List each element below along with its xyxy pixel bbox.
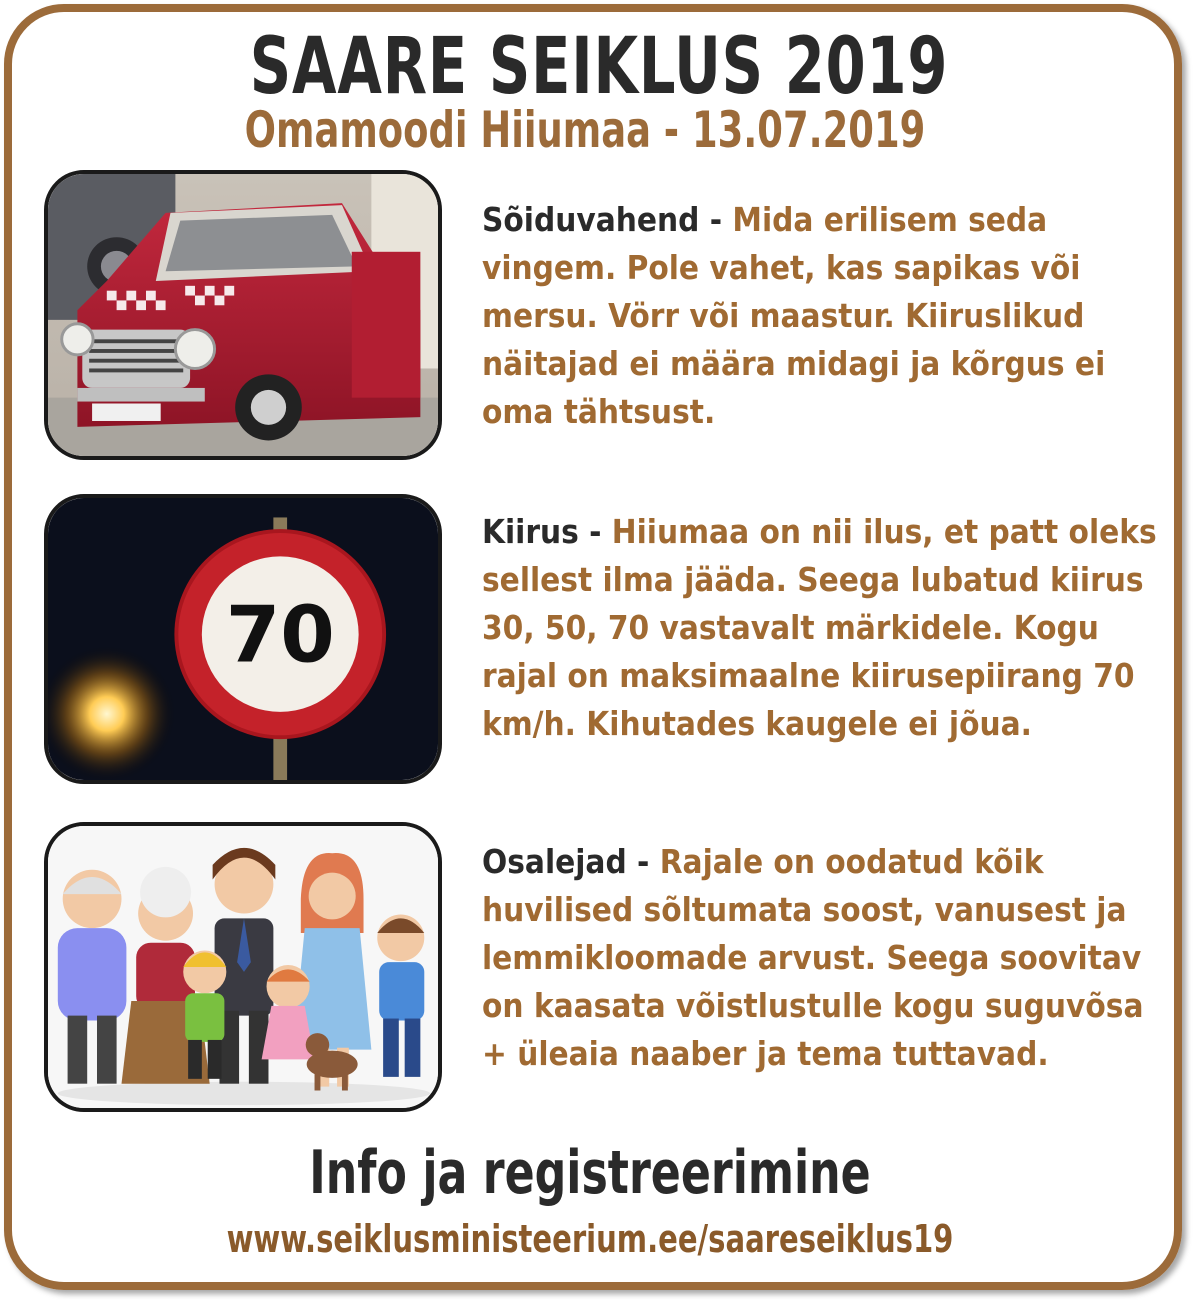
section-participants-separator: - (626, 842, 660, 881)
section-vehicle (482, 196, 1172, 436)
section-vehicle-separator: - (699, 200, 733, 239)
section-speed-separator: - (578, 512, 612, 551)
section-participants-text: Rajale on oodatud kõik huvilised sõltumata soost, vanusest ja lemmikloomade arvust. Seega soovitav on kaasata võistlustulle kogu suguvõsa + üleaia naaber ja tema tuttavad. (482, 842, 1144, 1073)
poster-subtitle: Omamoodi Hiiumaa - 13.07.2019 (244, 101, 926, 159)
section-speed (482, 508, 1172, 748)
poster-title: SAARE SEIKLUS 2019 (249, 22, 949, 112)
section-vehicle-label: Sõiduvahend (482, 200, 700, 239)
speed-sign-image (44, 494, 442, 784)
section-participants (482, 838, 1172, 1078)
section-participants-label: Osalejad (482, 842, 627, 881)
footer-title: Info ja registreerimine (309, 1138, 871, 1208)
registration-link[interactable]: www.seiklusministeerium.ee/saareseiklus19 (226, 1217, 954, 1261)
section-vehicle-text: Mida erilisem seda vingem. Pole vahet, kas sapikas või mersu. Vörr või maastur. Kiiruslikud näitajad ei määra midagi ja kõrgus ei oma tähtsust. (482, 200, 1106, 431)
section-speed-text: Hiiumaa on nii ilus, et patt oleks sellest ilma jääda. Seega lubatud kiirus 30, 50, 70 vastavalt märkidele. Kogu rajal on maksimaalne kiirusepiirang 70 km/h. Kihutades kaugele ei jõua. (482, 512, 1157, 743)
family-image (44, 822, 442, 1112)
speed-sign-number: 70 (225, 590, 335, 681)
car-image (44, 170, 442, 460)
section-speed-label: Kiirus (482, 512, 579, 551)
